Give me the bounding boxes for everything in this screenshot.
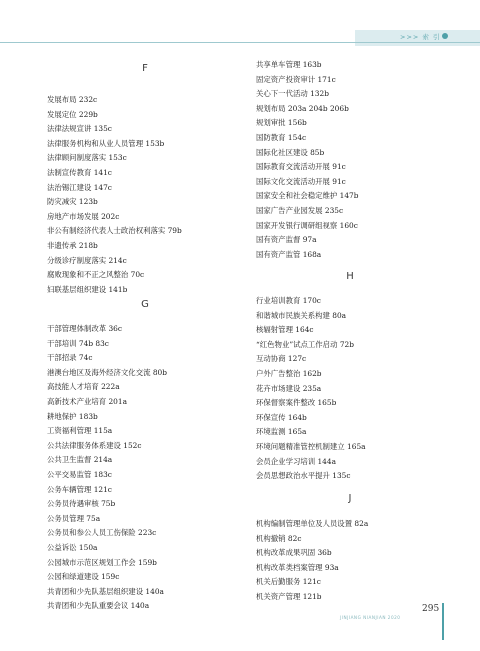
index-entry: 机构撤销 82c (256, 533, 302, 543)
index-entry: 非遗传承 218b (47, 240, 98, 250)
index-entry: 国家开发银行调研组视察 160c (256, 220, 358, 230)
index-entry: 腐败现象和不正之风整治 70c (47, 270, 145, 280)
index-entry: 发展定位 229b (47, 109, 98, 119)
section-h-entries (256, 294, 366, 484)
index-entry: 共享单车管理 163b (256, 60, 322, 69)
index-entry: 公益诉讼 150a (47, 542, 98, 552)
index-entry: 会员思想政治水平提升 135c (256, 471, 351, 481)
footer-subtitle: JINJIANG NIANJIAN 2020 (340, 615, 401, 620)
index-entry: 法制宣传教育 141c (47, 167, 112, 177)
index-entry: 公共法律服务体系建设 152c (47, 440, 142, 450)
index-entry: 环保督察案件整改 165b (256, 398, 337, 408)
section-letter-j: J (348, 493, 352, 504)
index-entry: 法律法规宣讲 135c (47, 124, 112, 134)
index-entry: 法律顾问制度落实 153c (47, 153, 127, 163)
index-entry: 环保宣传 164b (256, 412, 307, 422)
index-entry: 机关后勤服务 121c (256, 577, 321, 587)
index-entry: 环境监测 165a (256, 427, 307, 437)
index-entry: 干部管理体制改革 36c (47, 324, 123, 333)
index-entry: 干部培训 74b 83c (47, 338, 109, 348)
index-entry: 公平交易监管 183c (47, 469, 112, 479)
index-entry: 机构改革类档案管理 93a (256, 562, 339, 572)
index-entry: 国际教育交流活动开展 91c (256, 162, 346, 172)
index-entry: 国防教育 154c (256, 132, 307, 142)
section-letter-g: G (141, 299, 149, 310)
section-j-entries (256, 517, 368, 605)
index-entry: 机关资产管理 121b (256, 591, 322, 601)
index-entry: 规划审批 156b (256, 118, 307, 128)
index-entry: 非公有制经济代表人士政治权利落实 79b (47, 226, 182, 236)
section-g-entries (47, 322, 167, 614)
index-entry: 发展布局 232c (47, 95, 98, 104)
index-entry: “红色物业”试点工作启动 72b (256, 339, 354, 349)
header-dot-icon (442, 33, 448, 39)
index-entry: 公务员管理 75a (47, 513, 101, 523)
section-letter-f: F (142, 63, 148, 74)
index-entry: 国际化社区建设 85b (256, 147, 325, 157)
index-entry: 核辐射管理 164c (256, 325, 314, 335)
index-entry: 公园和绿道建设 159c (47, 572, 120, 582)
footer-rule (442, 603, 444, 640)
index-entry: 关心下一代活动 132b (256, 89, 329, 99)
index-entry: 港澳台地区及海外经济文化交流 80b (47, 367, 167, 377)
index-entry: 分级诊疗制度落实 214c (47, 255, 127, 265)
index-entry: 国有资产监管 168a (256, 249, 322, 259)
index-entry: 高新技术产业培育 201a (47, 396, 127, 406)
index-entry: 互动协商 127c (256, 354, 307, 364)
section-letter-h: H (346, 271, 354, 282)
section-f-entries (47, 93, 182, 297)
index-entry: 共青团和少先队重要会议 140a (47, 601, 150, 611)
index-entry: 机构改革成果巩固 36b (256, 548, 332, 558)
index-entry: 机构编制管理单位及人员设置 82a (256, 519, 369, 528)
page-header (0, 0, 480, 46)
page-number: 295 (422, 604, 440, 614)
header-rule (0, 42, 480, 43)
index-entry: 防灾减灾 123b (47, 197, 98, 207)
index-entry: 公园城市示范区规划工作会 159b (47, 557, 157, 567)
index-entry: 工资福利管理 115a (47, 426, 113, 436)
index-entry: 国有资产监督 97a (256, 235, 317, 245)
index-entry: 会员企业学习培训 144a (256, 456, 336, 466)
index-entry: 房地产市场发展 202c (47, 211, 120, 221)
index-entry: 共青团和少先队基层组织建设 140a (47, 586, 164, 596)
index-entry: 环境问题精准管控机制建立 165a (256, 441, 366, 451)
header-label: >>> 索 引 (400, 33, 441, 41)
index-entry: 国际文化交流活动开展 91c (256, 176, 346, 186)
index-entry: 法治锡江建设 147c (47, 182, 112, 192)
index-entry: 法律服务机构和从业人员管理 153b (47, 138, 165, 148)
section-g-continued-entries (256, 58, 359, 262)
index-entry: 高技能人才培育 222a (47, 382, 120, 392)
index-entry: 固定资产投资审计 171c (256, 74, 336, 84)
index-entry: 花卉市场建设 235a (256, 383, 322, 393)
index-entry: 耕地保护 183b (47, 411, 98, 421)
index-entry: 妇联基层组织建设 141b (47, 284, 128, 294)
index-entry: 公务员待遇审核 75b (47, 499, 116, 509)
index-entry: 行业培训教育 170c (256, 296, 321, 305)
index-entry: 公务车辆管理 121c (47, 484, 112, 494)
index-entry: 国家广告产业园发展 235c (256, 205, 344, 215)
index-entry: 规划布局 203a 204b 206b (256, 103, 349, 113)
index-entry: 公共卫生监督 214a (47, 455, 113, 465)
index-entry: 国家安全和社会稳定维护 147b (256, 191, 359, 201)
index-entry: 干部招录 74c (47, 353, 93, 363)
index-entry: 公务员和参公人员工伤保险 223c (47, 528, 157, 538)
index-entry: 和谐城市民族关系构建 80a (256, 310, 347, 320)
index-entry: 户外广告整治 162b (256, 368, 322, 378)
